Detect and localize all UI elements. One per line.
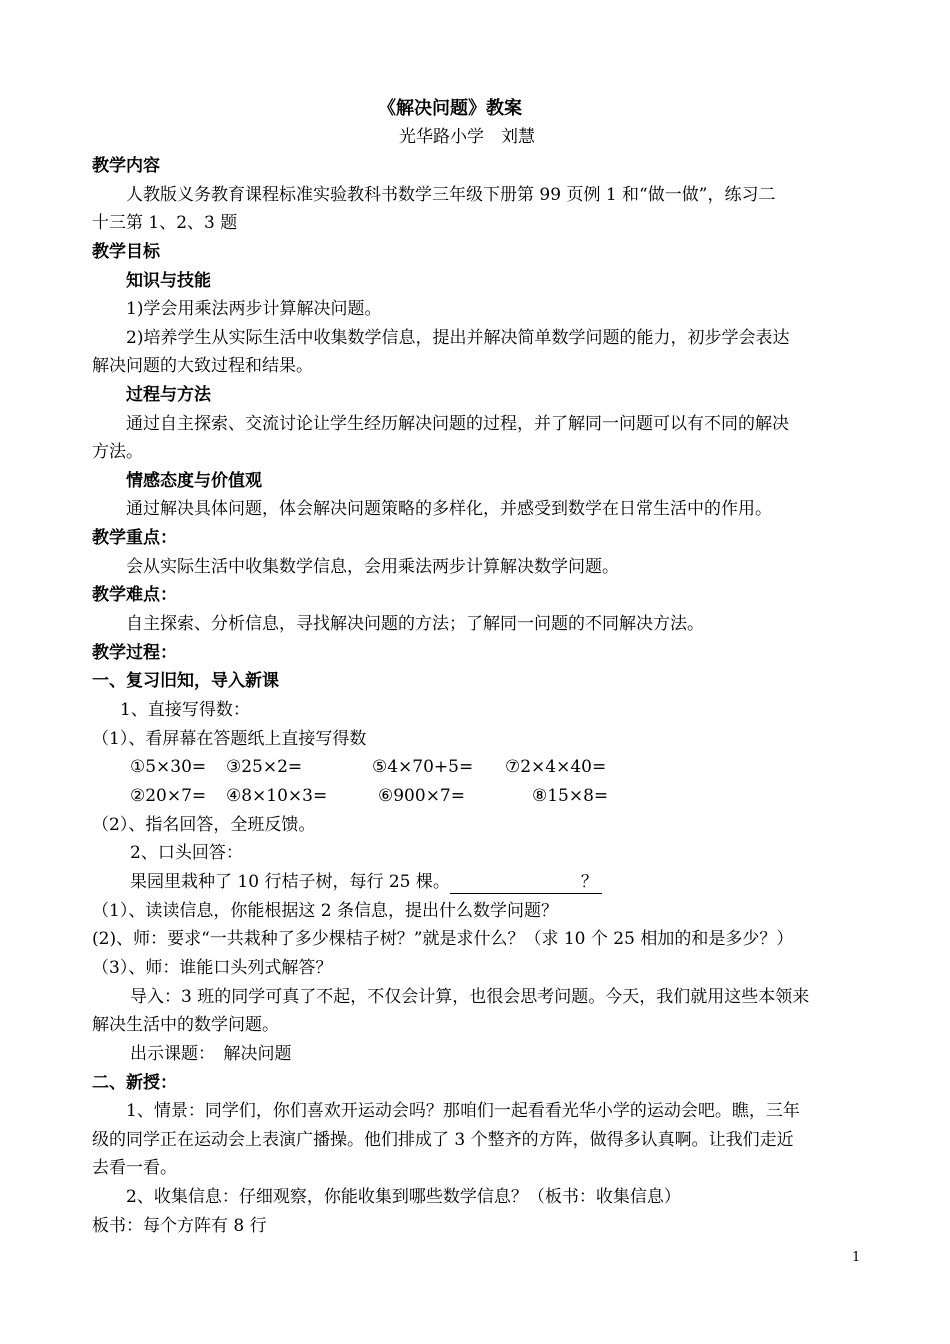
paragraph-line: 导入：3 班的同学可真了不起，不仅会计算，也很会思考问题。今天，我们就用这些本领来 <box>130 987 810 1007</box>
heading-goals: 教学目标 <box>92 242 160 262</box>
paragraph-line: (2)、师：要求“一共栽种了多少棵桔子树？”就是求什么？（求 10 个 25 相加的和是多少？） <box>92 929 794 949</box>
paragraph-line: 解决问题的大致过程和结果。 <box>92 356 313 376</box>
calc-item: ⑤4×70+5= <box>372 757 474 777</box>
doc-title: 《解决问题》教案 <box>378 98 522 119</box>
paragraph-line: 1、情景：同学们，你们喜欢开运动会吗？那咱们一起看看光华小学的运动会吧。瞧，三年 <box>126 1101 800 1121</box>
paragraph-line: 解决生活中的数学问题。 <box>92 1015 279 1035</box>
paragraph-line: 1)学会用乘法两步计算解决问题。 <box>126 299 382 319</box>
calc-item: ③25×2= <box>226 757 303 777</box>
calc-item: ⑥900×7= <box>378 786 465 806</box>
subheading-knowledge: 知识与技能 <box>126 271 211 291</box>
calc-item: ①5×30= <box>130 757 207 777</box>
paragraph-line: 人教版义务教育课程标准实验教科书数学三年级下册第 99 页例 1 和“做一做”，练习二 <box>126 185 776 205</box>
calc-item: ⑧15×8= <box>532 786 609 806</box>
orchard-text: 果园里栽种了 10 行桔子树，每行 25 棵。 <box>130 872 450 892</box>
paragraph-line: 通过自主探索、交流讨论让学生经历解决问题的过程，并了解同一问题可以有不同的解决 <box>126 414 789 434</box>
paragraph-line: 自主探索、分析信息，寻找解决问题的方法；了解同一问题的不同解决方法。 <box>126 614 704 634</box>
calc-item: ⑦2×4×40= <box>505 757 607 777</box>
orchard-problem <box>130 871 602 894</box>
calc-item: ④8×10×3= <box>226 786 328 806</box>
paragraph-line: 2、收集信息：仔细观察，你能收集到哪些数学信息？（板书：收集信息） <box>126 1187 681 1207</box>
heading-key-points: 教学重点： <box>92 528 177 548</box>
paragraph-line: （2）、指名回答，全班反馈。 <box>92 815 316 835</box>
calc-item: ②20×7= <box>130 786 207 806</box>
paragraph-line: 1、直接写得数： <box>120 700 250 720</box>
paragraph-line: （3）、师：谁能口头列式解答？ <box>92 958 333 978</box>
section-heading-review: 一、复习旧知，导入新课 <box>92 671 279 691</box>
subheading-emotion: 情感态度与价值观 <box>126 471 262 491</box>
paragraph-line: 级的同学正在运动会上表演广播操。他们排成了 3 个整齐的方阵，做得多认真啊。让我们走近 <box>92 1130 794 1150</box>
section-heading-new: 二、新授： <box>92 1073 177 1093</box>
answer-blank: ？ <box>450 871 602 894</box>
subheading-process-method: 过程与方法 <box>126 385 211 405</box>
paragraph-line: 去看一看。 <box>92 1158 177 1178</box>
heading-content: 教学内容 <box>92 156 160 176</box>
doc-author: 光华路小学 刘慧 <box>399 127 535 147</box>
paragraph-line: 会从实际生活中收集数学信息，会用乘法两步计算解决数学问题。 <box>126 557 619 577</box>
paragraph-line: 2、口头回答： <box>130 843 243 863</box>
paragraph-line: 板书：每个方阵有 8 行 <box>92 1216 267 1236</box>
heading-procedure: 教学过程： <box>92 643 177 663</box>
paragraph-line: （1）、读读信息，你能根据这 2 条信息，提出什么数学问题？ <box>92 901 558 921</box>
paragraph-line: 十三第 1、2、3 题 <box>92 213 238 233</box>
paragraph-line: 出示课题： 解决问题 <box>130 1044 292 1064</box>
paragraph-line: （1）、看屏幕在答题纸上直接写得数 <box>92 729 367 749</box>
paragraph-line: 2)培养学生从实际生活中收集数学信息，提出并解决简单数学问题的能力，初步学会表达 <box>126 328 790 348</box>
paragraph-line: 方法。 <box>92 442 143 462</box>
heading-difficulties: 教学难点： <box>92 585 177 605</box>
page-number: 1 <box>852 1250 861 1265</box>
paragraph-line: 通过解决具体问题，体会解决问题策略的多样化，并感受到数学在日常生活中的作用。 <box>126 499 772 519</box>
